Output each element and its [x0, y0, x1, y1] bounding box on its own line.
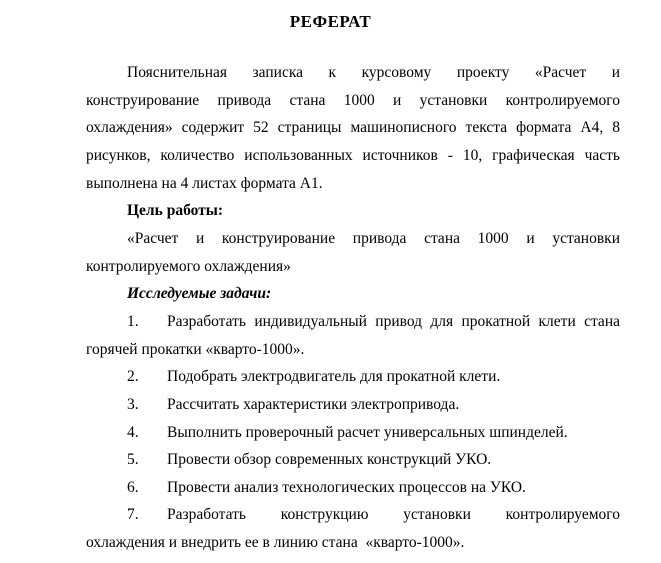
task-text: Выполнить проверочный расчет универсальных шпинделей. [167, 424, 568, 441]
tasks-heading: Исследуемые задачи: [127, 285, 272, 302]
abstract-line: Пояснительная записка к курсовому проекту «Расчет и [127, 64, 620, 81]
task-text-continued: охлаждения и внедрить ее в линию стана «кварто-1000». [86, 534, 465, 551]
goal-line: «Расчет и конструирование привода стана 1000 и установки [127, 230, 620, 247]
task-number: 3. [127, 396, 139, 413]
document-title: РЕФЕРАТ [289, 12, 372, 31]
task-number: 6. [127, 479, 139, 496]
task-text: Подобрать электродвигатель для прокатной клети. [167, 368, 501, 385]
goal-heading: Цель работы: [127, 202, 224, 219]
task-text: Разработать индивидуальный привод для прокатной клети стана [167, 313, 620, 330]
task-number: 4. [127, 424, 139, 441]
task-text: Разработать конструкцию установки контролируемого [167, 506, 620, 523]
task-number: 2. [127, 368, 139, 385]
task-text: Рассчитать характеристики электропривода. [167, 396, 460, 413]
abstract-line: конструирование привода стана 1000 и установки контролируемого [86, 92, 620, 109]
task-text: Провести анализ технологических процессов на УКО. [167, 479, 526, 496]
goal-line: контролируемого охлаждения» [86, 258, 291, 275]
abstract-line: рисунков, количество использованных источников - 10, графическая часть [86, 147, 620, 164]
task-text-continued: горячей прокатки «кварто-1000». [86, 341, 305, 358]
task-number: 1. [127, 313, 139, 330]
abstract-line: выполнена на 4 листах формата А1. [86, 175, 323, 192]
task-number: 7. [127, 506, 139, 523]
task-number: 5. [127, 451, 139, 468]
abstract-line: охлаждения» содержит 52 страницы машинописного текста формата А4, 8 [86, 119, 620, 136]
task-text: Провести обзор современных конструкций УКО. [167, 451, 492, 468]
